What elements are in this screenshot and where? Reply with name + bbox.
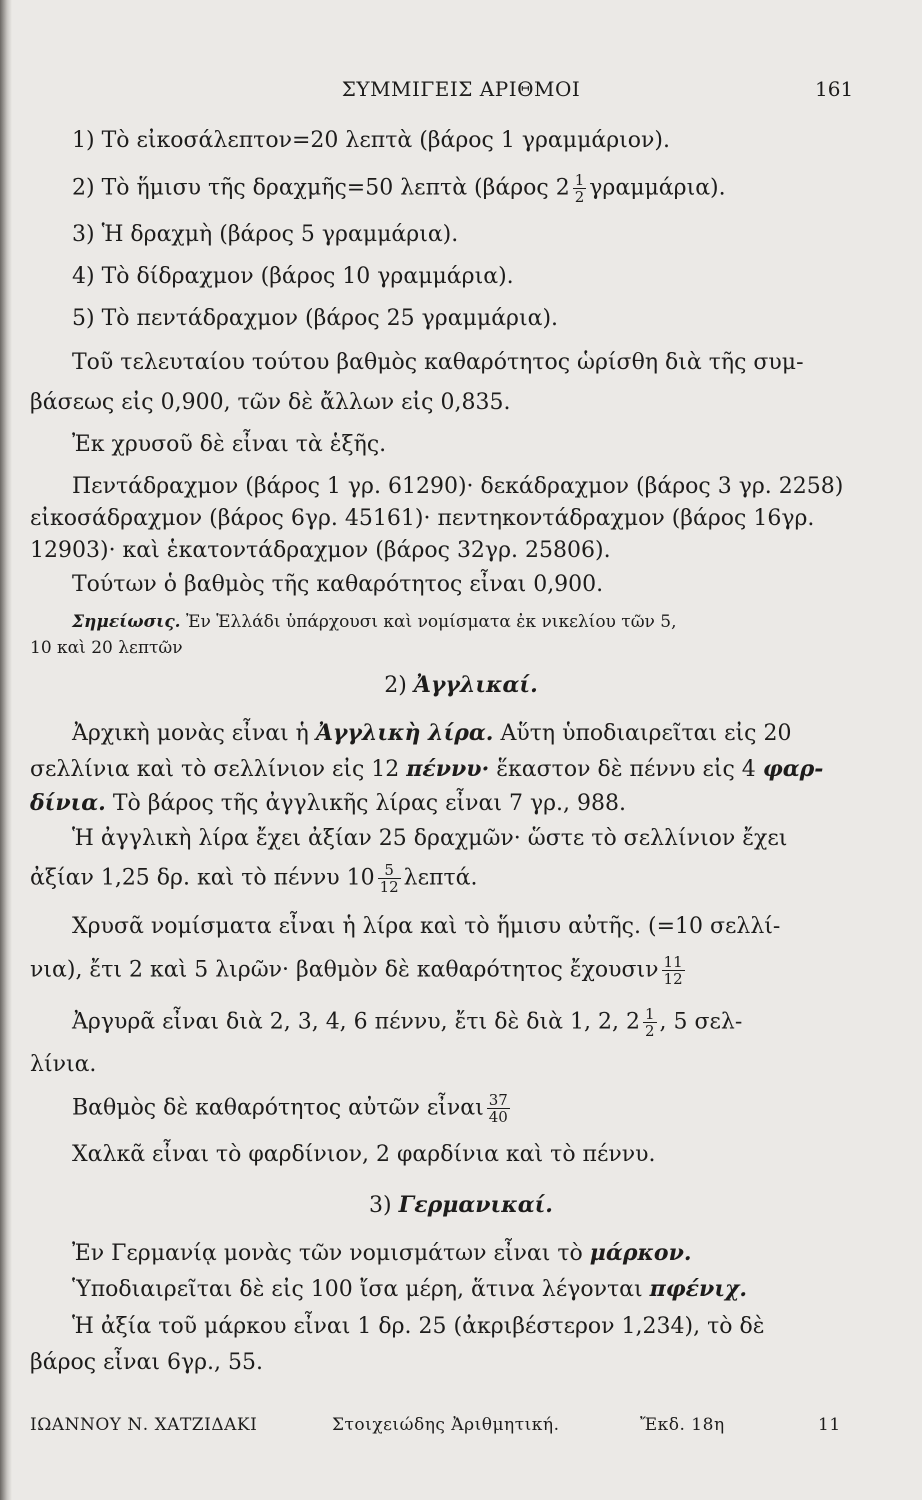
german-line-3: Ἡ ἀξία τοῦ μάρκου εἶναι 1 δρ. 25 (ἀκριβέστερον 1,234), τὸ δὲ — [72, 1314, 765, 1339]
fraction-37-40: $\frac{37}{40}$ — [488, 1091, 508, 1126]
german-line-4: βάρος εἶναι 6γρ., 55. — [30, 1350, 263, 1375]
english-gold-line-1: Χρυσᾶ νομίσματα εἶναι ἡ λίρα καὶ τὸ ἥμισυ αὐτῆς. (=10 σελλί- — [72, 914, 781, 939]
english-pound-term: Ἀγγλικὴ λίρα. — [315, 720, 494, 746]
coin-item-2 — [72, 172, 726, 205]
paragraph-purity-a: Τοῦ τελευταίου τούτου βαθμὸς καθαρότητος ὡρίσθη διὰ τῆς συμ- — [72, 350, 804, 375]
english-silver-text: Ἀργυρᾶ εἶναι διὰ 2, 3, 4, 6 πέννυ, ἔτι δὲ διὰ 1, 2, 2 — [72, 1009, 640, 1035]
footer-author: ΙΩΑΝΝΟΥ Ν. ΧΑΤΖΙΔΑΚΙ — [30, 1415, 258, 1435]
footer-book-title: Στοιχειώδης Ἀριθμητική. — [332, 1415, 560, 1435]
fraction-five-twelfths: $\frac{5}{12}$ — [379, 861, 399, 896]
section-3-number: 3) — [369, 1193, 392, 1218]
coin-item-1: 1) Τὸ εἰκοσάλεπτον=20 λεπτὰ (βάρος 1 γραμμάριον). — [72, 128, 670, 153]
english-penny-term: πέννυ· — [406, 756, 490, 782]
english-line-2 — [30, 756, 823, 783]
section-3-title: Γερμανικαί. — [398, 1192, 553, 1218]
fraction-eleven-twelfths: $\frac{11}{12}$ — [663, 953, 683, 988]
page-gutter-shadow — [0, 0, 12, 1500]
gold-coins-line-3: 12903)· καὶ ἑκατοντάδραχμον (βάρος 32γρ. 25806). — [30, 538, 611, 563]
gold-coins-line-2: εἰκοσάδραχμον (βάρος 6γρ. 45161)· πεντηκοντάδραχμον (βάρος 16γρ. — [30, 506, 815, 531]
note-line-2: 10 καὶ 20 λεπτῶν — [30, 638, 183, 658]
english-text-4: ἕκαστον δὲ πέννυ εἰς 4 — [496, 757, 756, 782]
english-silver-line-1 — [72, 1006, 742, 1039]
german-pfennig-term: πφένιχ. — [649, 1276, 748, 1302]
coin-item-2-text: 2) Τὸ ἥμισυ τῆς δραχμῆς=50 λεπτὰ (βάρος 2 — [72, 175, 570, 201]
english-value-line-2 — [30, 862, 478, 895]
fraction-half-2: $\frac{1}{2}$ — [644, 1005, 655, 1040]
note-label: Σημείωσις. — [72, 612, 181, 632]
note-text: Ἐν Ἑλλάδι ὑπάρχουσι καὶ νομίσματα ἐκ νικελίου τῶν 5, — [186, 612, 677, 632]
paragraph-gold-intro: Ἐκ χρυσοῦ δὲ εἶναι τὰ ἑξῆς. — [72, 432, 387, 457]
fraction-half: $\frac{1}{2}$ — [574, 171, 585, 206]
english-text-2: Αὕτη ὑποδιαιρεῖται εἰς 20 — [500, 721, 792, 746]
footer-signature: 11 — [818, 1415, 841, 1435]
english-gold-line-2 — [30, 954, 688, 987]
paragraph-purity-b: βάσεως εἰς 0,900, τῶν δὲ ἄλλων εἰς 0,835. — [30, 390, 511, 415]
german-unit-text: Ἐν Γερμανίᾳ μονὰς τῶν νομισμάτων εἶναι τὸ — [72, 1241, 583, 1266]
note-line-1 — [72, 612, 677, 632]
english-copper: Χαλκᾶ εἶναι τὸ φαρδίνιον, 2 φαρδίνια καὶ τὸ πέννυ. — [72, 1142, 656, 1167]
coin-item-5: 5) Τὸ πεντάδραχμον (βάρος 25 γραμμάρια). — [72, 306, 559, 331]
english-text-3: σελλίνια καὶ τὸ σελλίνιον εἰς 12 — [30, 757, 400, 782]
page-number: 161 — [815, 77, 854, 101]
section-heading-german — [0, 1192, 922, 1219]
gold-coins-line-1: Πεντάδραχμον (βάρος 1 γρ. 61290)· δεκάδραχμον (βάρος 3 γρ. 2258) — [72, 474, 844, 499]
running-header: ΣΥΜΜΙΓΕΙΣ ΑΡΙΘΜΟΙ — [341, 77, 581, 101]
english-gold-purity: νια), ἔτι 2 καὶ 5 λιρῶν· βαθμὸν δὲ καθαρότητος ἔχουσιν — [30, 957, 659, 983]
gold-purity: Τούτων ὁ βαθμὸς τῆς καθαρότητος εἶναι 0,900. — [72, 572, 604, 597]
german-subdivision-text: Ὑποδιαιρεῖται δὲ εἰς 100 ἴσα μέρη, ἅτινα λέγονται — [72, 1277, 643, 1302]
german-line-1 — [72, 1240, 692, 1267]
section-2-title: Ἀγγλικαί. — [413, 672, 538, 698]
english-line-1 — [72, 720, 791, 747]
coin-item-2-unit: γραμμάρια). — [589, 175, 726, 201]
english-silver-shillings: , 5 σελ- — [659, 1009, 743, 1035]
english-silver-purity — [72, 1092, 513, 1125]
german-mark-term: μάρκον. — [589, 1240, 692, 1266]
german-line-2 — [72, 1276, 747, 1303]
english-silver-line-2: λίνια. — [30, 1052, 97, 1077]
coin-item-4: 4) Τὸ δίδραχμον (βάρος 10 γραμμάρια). — [72, 264, 514, 289]
english-line-3 — [30, 790, 626, 817]
footer-edition: Ἔκδ. 18η — [640, 1415, 725, 1435]
english-lepta: λεπτά. — [403, 865, 478, 891]
english-farthing-term-b: δίνια. — [30, 790, 106, 816]
section-heading-english — [0, 672, 922, 699]
english-farthing-term-a: φαρ- — [762, 756, 824, 782]
section-2-number: 2) — [384, 673, 407, 698]
coin-item-3: 3) Ἡ δραχμὴ (βάρος 5 γραμμάρια). — [72, 222, 459, 247]
english-weight: Τὸ βάρος τῆς ἀγγλικῆς λίρας εἶναι 7 γρ., 988. — [112, 791, 627, 816]
english-value-line: Ἡ ἀγγλικὴ λίρα ἔχει ἀξίαν 25 δραχμῶν· ὥστε τὸ σελλίνιον ἔχει — [72, 826, 788, 851]
english-text-1: Ἀρχικὴ μονὰς εἶναι ἡ — [72, 721, 309, 746]
english-penny-value: ἀξίαν 1,25 δρ. καὶ τὸ πέννυ 10 — [30, 865, 375, 891]
english-silver-purity-text: Βαθμὸς δὲ καθαρότητος αὐτῶν εἶναι — [72, 1095, 484, 1121]
